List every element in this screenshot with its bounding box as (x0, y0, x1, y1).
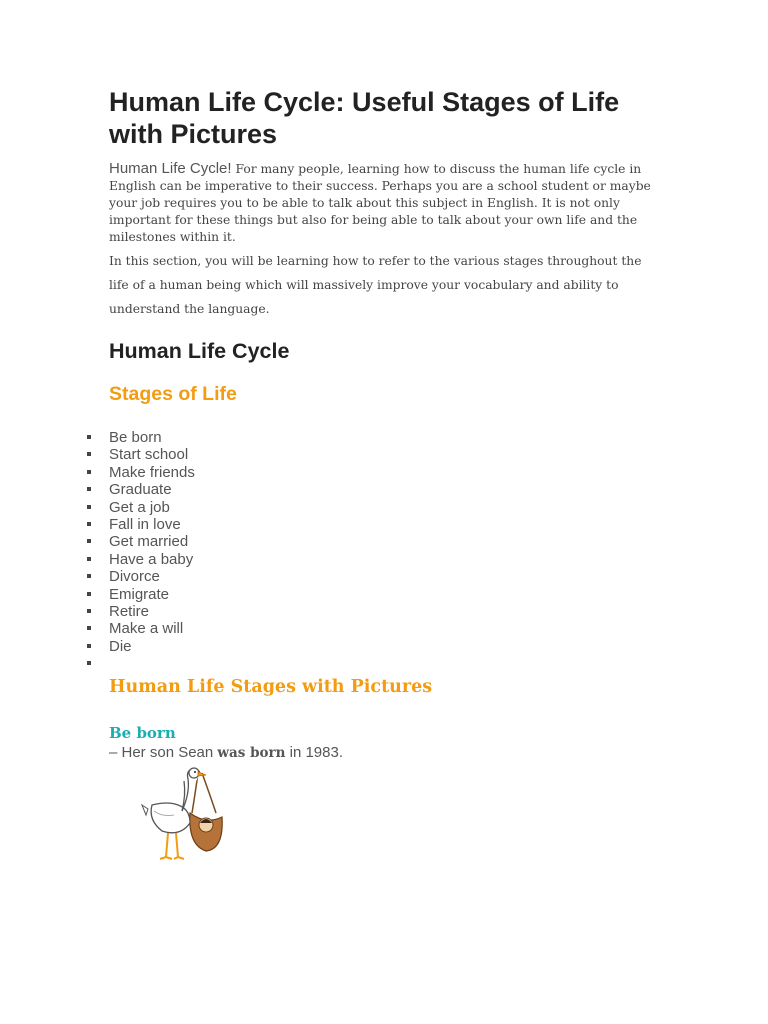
bullet-icon (87, 487, 91, 491)
list-item: Start school (87, 446, 195, 463)
list-item: Get married (87, 533, 195, 550)
page-title: Human Life Cycle: Useful Stages of Life with Pictures (109, 87, 620, 149)
list-item: Make friends (87, 464, 195, 481)
list-item: Die (87, 638, 195, 655)
bullet-icon (87, 435, 91, 439)
list-item: Retire (87, 603, 195, 620)
bullet-icon (87, 626, 91, 630)
article (109, 86, 665, 761)
list-item: Make a will (87, 620, 195, 637)
stages-list (87, 429, 195, 672)
list-item: Get a job (87, 499, 195, 516)
section-heading: Human Life Cycle (109, 339, 290, 363)
list-item: Be born (87, 429, 195, 446)
list-item: Graduate (87, 481, 195, 498)
section-intro-paragraph: In this section, you will be learning how to refer to the various stages throughout the life of a human being which will massively improve your vocabulary and ability to understand the language. (109, 254, 642, 316)
list-item: Fall in love (87, 516, 195, 533)
bullet-icon (87, 644, 91, 648)
list-item: Emigrate (87, 586, 195, 603)
list-item: Have a baby (87, 551, 195, 568)
bullet-icon (87, 609, 91, 613)
intro-text: For many people, learning how to discuss the human life cycle in English can be imperative to their success. Perhaps you are a school student or maybe your job requires you to be able to talk about this subject in English. It is not only important for these things but also for being able to talk about your own life and the milestones within it. (109, 162, 651, 244)
pictures-heading: Human Life Stages with Pictures (109, 677, 433, 697)
list-item: Divorce (87, 568, 195, 585)
stork-carrying-baby-icon (140, 765, 230, 865)
stages-subheading: Stages of Life (109, 383, 237, 405)
bullet-icon (87, 452, 91, 456)
bullet-icon (87, 505, 91, 509)
bullet-icon (87, 592, 91, 596)
list-item (87, 655, 195, 672)
example-sentence: – Her son Sean was born in 1983. (109, 744, 343, 761)
bullet-icon (87, 557, 91, 561)
bullet-icon (87, 470, 91, 474)
intro-paragraph (109, 160, 665, 246)
bullet-icon (87, 539, 91, 543)
bullet-icon (87, 522, 91, 526)
intro-lead: Human Life Cycle! (109, 160, 232, 177)
item-title: Be born (109, 724, 176, 742)
bullet-icon (87, 661, 91, 665)
bullet-icon (87, 574, 91, 578)
